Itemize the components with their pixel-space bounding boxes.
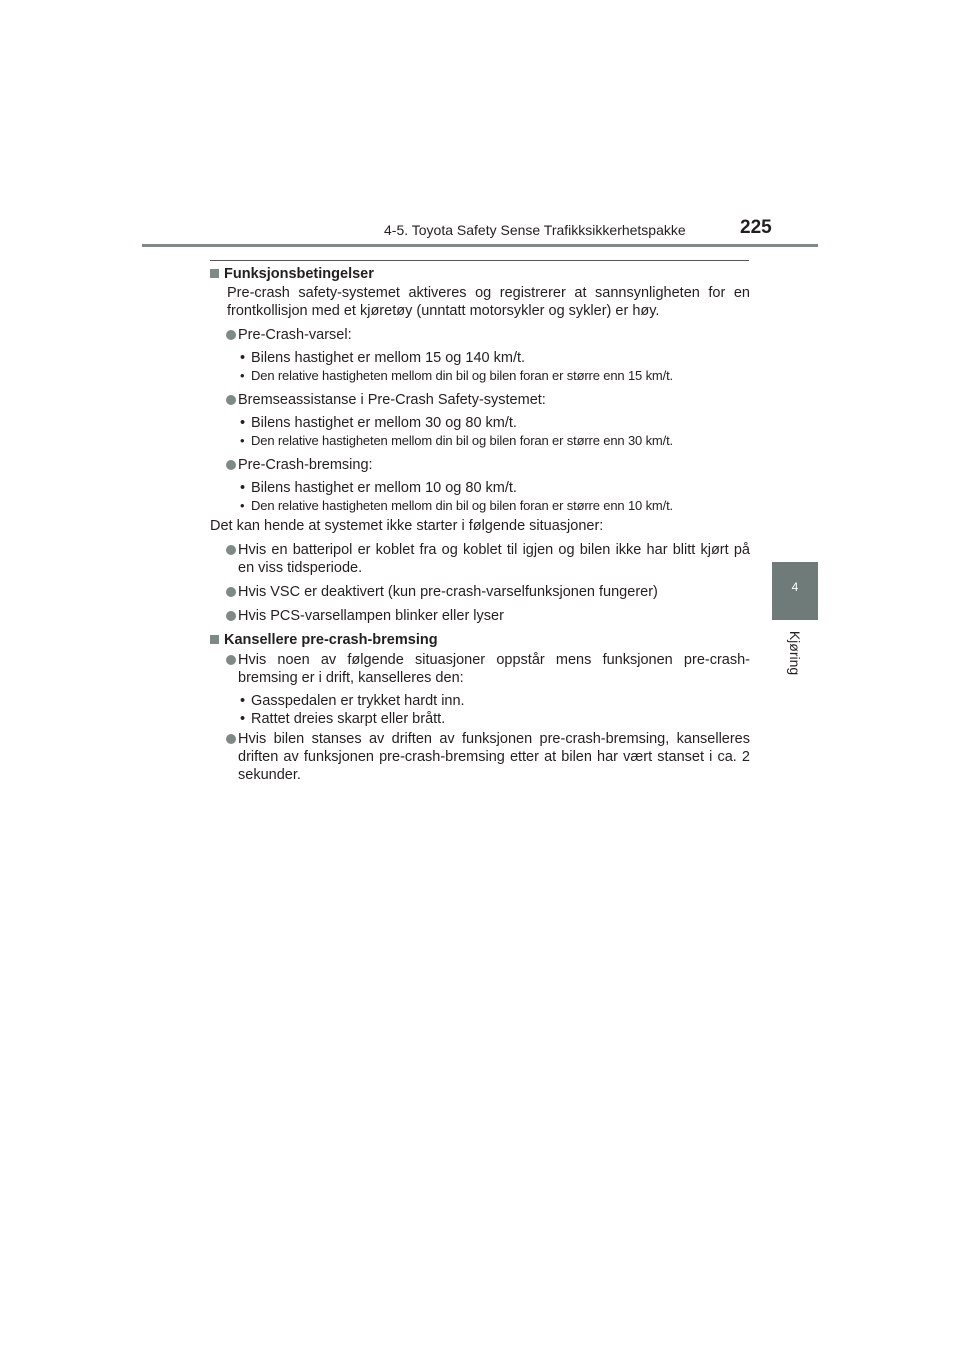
section-intro: Pre-crash safety-systemet aktiveres og registrerer at sannsynligheten for en frontkollisjon med et kjøretøy (unntatt motorsykler og sykler) er høy. [227, 285, 750, 319]
list-item [210, 391, 750, 450]
list-item [210, 607, 750, 625]
sub-list-item-text: Bilens hastighet er mellom 10 og 80 km/t. [251, 480, 517, 496]
list-item-text: Hvis bilen stanses av driften av funksjonen pre-crash-bremsing, kanselleres driften av funksjonen pre-crash-bremsing etter at bilen har vært stanset i ca. 2 sekunder. [238, 731, 750, 783]
chapter-tab [772, 562, 818, 620]
round-bullet-icon [226, 545, 236, 555]
section-title: 4-5. Toyota Safety Sense Trafikksikkerhetspakke [384, 222, 686, 238]
list-item-text: Bremseassistanse i Pre-Crash Safety-systemet: [238, 392, 546, 408]
sub-list-item-text: Den relative hastigheten mellom din bil og bilen foran er større enn 30 km/t. [251, 433, 674, 448]
list-item-text: Hvis noen av følgende situasjoner oppstår mens funksjonen pre-crash-bremsing er i drift, kanselleres den: [238, 652, 750, 686]
sub-list-item-text: Den relative hastigheten mellom din bil og bilen foran er større enn 10 km/t. [251, 498, 674, 513]
list-item-text: Hvis en batteripol er koblet fra og koblet til igjen og bilen ikke har blitt kjørt på en viss tidsperiode. [238, 542, 750, 576]
list-item-text: Pre-Crash-varsel: [238, 327, 352, 343]
square-bullet-icon [210, 269, 219, 278]
list-item-text: Pre-Crash-bremsing: [238, 457, 373, 473]
sub-list [238, 479, 750, 515]
list-item [210, 541, 750, 577]
list-item [210, 651, 750, 728]
round-bullet-icon [226, 460, 236, 470]
sub-list [238, 692, 750, 728]
sub-list-item: • Den relative hastigheten mellom din bil og bilen foran er større enn 30 km/t. [240, 433, 674, 448]
list-item [210, 326, 750, 385]
content-divider [210, 260, 749, 261]
page-number: 225 [740, 217, 772, 238]
sub-list-item: • Gasspedalen er trykket hardt inn. [240, 693, 465, 709]
sub-list [238, 414, 750, 450]
round-bullet-icon [226, 611, 236, 621]
round-bullet-icon [226, 395, 236, 405]
chapter-label: Kjøring [787, 630, 803, 676]
round-bullet-icon [226, 655, 236, 665]
sub-list-item: • Den relative hastigheten mellom din bil og bilen foran er større enn 15 km/t. [240, 368, 674, 383]
sub-list-item: • Bilens hastighet er mellom 30 og 80 km/t. [240, 415, 517, 431]
chapter-number: 4 [791, 580, 799, 594]
list-item [210, 583, 750, 601]
list-item-text: Hvis VSC er deaktivert (kun pre-crash-varselfunksjonen fungerer) [238, 584, 658, 600]
list-item [210, 456, 750, 515]
header-divider [142, 244, 818, 247]
round-bullet-icon [226, 587, 236, 597]
list-item [210, 730, 750, 784]
sub-list-item: • Rattet dreies skarpt eller brått. [240, 711, 446, 727]
sub-list-item: • Bilens hastighet er mellom 10 og 80 km/t. [240, 480, 517, 496]
section-heading [210, 265, 750, 283]
section-heading-text: Kansellere pre-crash-bremsing [224, 632, 438, 648]
page-content [210, 265, 750, 784]
section-heading-text: Funksjonsbetingelser [224, 266, 374, 282]
round-bullet-icon [226, 330, 236, 340]
section-outro: Det kan hende at systemet ikke starter i følgende situasjoner: [210, 518, 604, 534]
sub-list-item: • Bilens hastighet er mellom 15 og 140 km/t. [240, 350, 526, 366]
sub-list-item-text: Bilens hastighet er mellom 15 og 140 km/t. [251, 350, 526, 366]
sub-list-item-text: Bilens hastighet er mellom 30 og 80 km/t. [251, 415, 517, 431]
sub-list [238, 349, 750, 385]
square-bullet-icon [210, 635, 219, 644]
section-heading [210, 631, 750, 649]
round-bullet-icon [226, 734, 236, 744]
sub-list-item-text: Gasspedalen er trykket hardt inn. [251, 693, 465, 709]
sub-list-item: • Den relative hastigheten mellom din bil og bilen foran er større enn 10 km/t. [240, 498, 674, 513]
sub-list-item-text: Den relative hastigheten mellom din bil og bilen foran er større enn 15 km/t. [251, 368, 674, 383]
sub-list-item-text: Rattet dreies skarpt eller brått. [251, 711, 446, 727]
list-item-text: Hvis PCS-varsellampen blinker eller lyser [238, 608, 504, 624]
